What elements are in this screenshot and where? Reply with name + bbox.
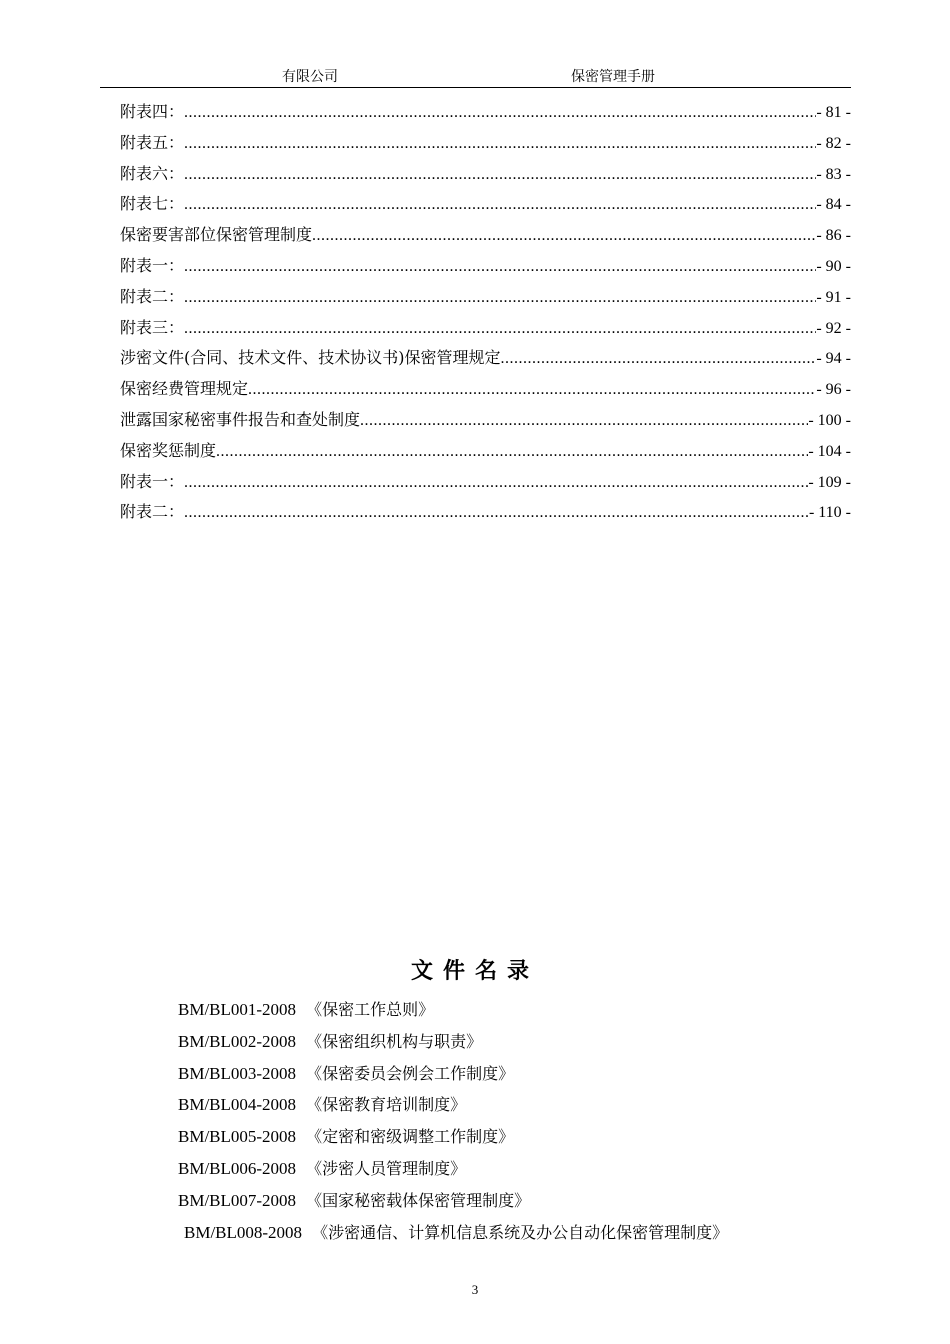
toc-entry-page: - 100 - [808, 411, 851, 429]
toc-entry[interactable] [120, 220, 851, 251]
file-code: BM/BL001-2008 [178, 1000, 297, 1019]
file-code: BM/BL005-2008 [178, 1127, 297, 1147]
file-name: 《保密工作总则》 [306, 1000, 435, 1019]
header-company: 有限公司 [282, 69, 338, 85]
toc-leader-dots [184, 98, 816, 129]
file-list-item [178, 1185, 878, 1217]
toc-entry[interactable] [120, 128, 851, 159]
toc-leader-dots [184, 129, 816, 160]
toc-entry[interactable] [120, 374, 851, 405]
toc-entry-page: - 94 - [816, 350, 851, 368]
toc-entry-page: - 92 - [816, 319, 851, 337]
toc-leader-dots [184, 498, 809, 529]
toc-entry-page: - 109 - [808, 473, 851, 491]
toc-entry-page: - 90 - [816, 257, 851, 275]
toc-entry-page: - 86 - [816, 227, 851, 245]
toc-entry-title: 附表二： [120, 286, 185, 306]
toc-entry-title: 附表七： [120, 194, 185, 214]
toc-entry[interactable] [120, 159, 851, 190]
toc-leader-dots [184, 314, 816, 345]
toc-entry[interactable] [120, 405, 851, 436]
toc-entry[interactable] [120, 497, 851, 528]
file-list-item [178, 1026, 878, 1058]
file-name: 《保密组织机构与职责》 [306, 1031, 483, 1051]
toc-entry[interactable] [120, 97, 851, 128]
toc-entry[interactable] [120, 189, 851, 220]
toc-leader-dots [184, 190, 816, 221]
toc-entry-title: 附表四： [120, 102, 185, 121]
file-name: 《涉密通信、计算机信息系统及办公自动化保密管理制度》 [312, 1222, 729, 1242]
toc-leader-dots [248, 375, 816, 406]
toc-entry[interactable] [120, 436, 851, 467]
toc-entry-page: - 91 - [816, 288, 851, 306]
file-code: BM/BL003-2008 [178, 1063, 297, 1083]
file-name: 《保密教育培训制度》 [306, 1095, 467, 1115]
file-list [178, 994, 878, 1248]
toc-entry[interactable] [120, 313, 851, 344]
toc-entry-title: 附表六： [120, 163, 185, 183]
toc-entry[interactable] [120, 282, 851, 313]
toc-leader-dots [312, 221, 816, 252]
toc-entry-title: 附表五： [120, 132, 185, 152]
toc-entry-title: 泄露国家秘密事件报告和查处制度 [120, 409, 361, 429]
toc-entry-title: 保密奖惩制度 [120, 440, 217, 460]
toc-entry-page: - 110 - [808, 504, 851, 522]
toc-leader-dots [184, 160, 816, 191]
file-name: 《保密委员会例会工作制度》 [306, 1063, 515, 1083]
toc-entry-page: - 81 - [816, 104, 851, 121]
file-code: BM/BL007-2008 [178, 1190, 297, 1210]
file-list-item [178, 1217, 878, 1249]
toc-entry-page: - 83 - [816, 165, 851, 183]
file-list-item [178, 1058, 878, 1090]
file-code: BM/BL002-2008 [178, 1031, 297, 1051]
toc-entry-title: 保密要害部位保密管理制度 [120, 225, 313, 245]
file-list-item [178, 1153, 878, 1185]
file-code: BM/BL008-2008 [184, 1222, 303, 1242]
toc-leader-dots [360, 406, 808, 437]
toc-entry-page: - 96 - [816, 381, 851, 399]
toc-leader-dots [216, 437, 808, 468]
toc-entry-page: - 82 - [816, 134, 851, 152]
table-of-contents [120, 97, 851, 528]
toc-entry-title: 保密经费管理规定 [120, 379, 249, 399]
file-name: 《涉密人员管理制度》 [306, 1158, 467, 1178]
file-code: BM/BL004-2008 [178, 1095, 297, 1115]
file-name: 《国家秘密载体保密管理制度》 [306, 1190, 531, 1210]
file-list-title: 文件名录 [410, 959, 539, 984]
toc-entry[interactable] [120, 251, 851, 282]
file-list-item [178, 1121, 878, 1153]
toc-leader-dots [184, 468, 808, 499]
toc-leader-dots [184, 252, 816, 283]
toc-entry-page: - 84 - [816, 196, 851, 214]
page-number: 3 [471, 1282, 479, 1297]
toc-entry[interactable] [120, 343, 851, 374]
toc-entry-title: 附表一： [120, 471, 185, 491]
toc-entry-title: 附表三： [120, 317, 185, 337]
toc-entry-title: 附表一： [120, 255, 185, 275]
file-list-item [178, 1089, 878, 1121]
header-manual-title: 保密管理手册 [571, 69, 655, 85]
file-code: BM/BL006-2008 [178, 1158, 297, 1178]
toc-leader-dots [184, 283, 816, 314]
toc-entry-title: 附表二： [120, 502, 185, 522]
file-name: 《定密和密级调整工作制度》 [306, 1127, 515, 1147]
toc-entry[interactable] [120, 467, 851, 498]
toc-entry-title: 涉密文件(合同、技术文件、技术协议书)保密管理规定 [120, 348, 501, 368]
page-header [100, 66, 851, 88]
file-list-item [178, 994, 878, 1026]
toc-leader-dots [501, 344, 817, 375]
toc-entry-page: - 104 - [808, 442, 851, 460]
